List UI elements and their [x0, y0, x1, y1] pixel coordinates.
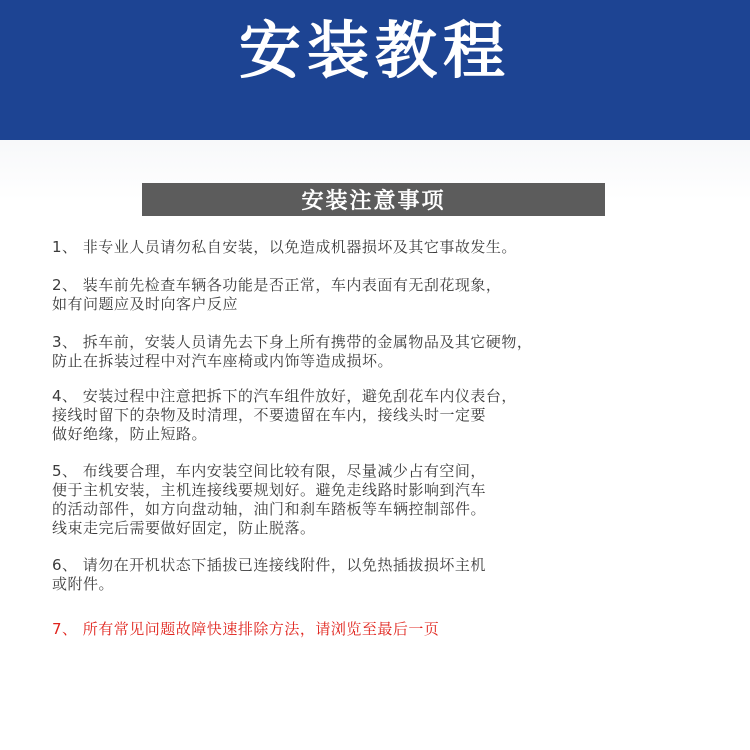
note-item-7	[52, 620, 722, 639]
note-line: 线束走完后需要做好固定，防止脱落。	[52, 519, 316, 537]
note-line: 或附件。	[52, 575, 115, 593]
note-line: 3、 拆车前，安装人员请先去下身上所有携带的金属物品及其它硬物，	[52, 333, 533, 351]
page-title: 安装教程	[238, 13, 511, 87]
note-item-5	[52, 462, 722, 538]
note-item-4	[52, 387, 722, 444]
note-line: 防止在拆装过程中对汽车座椅或内饰等造成损坏。	[52, 352, 394, 370]
header-banner	[0, 0, 750, 140]
note-line: 1、 非专业人员请勿私自安装，以免造成机器损坏及其它事故发生。	[52, 238, 517, 256]
note-line: 5、 布线要合理，车内安装空间比较有限，尽量减少占有空间，	[52, 462, 486, 480]
note-item-2	[52, 276, 722, 314]
note-line: 接线时留下的杂物及时清理，不要遗留在车内，接线头时一定要	[52, 406, 487, 424]
content-area	[0, 140, 750, 750]
section-title: 安装注意事项	[142, 183, 605, 216]
note-line: 2、 装车前先检查车辆各功能是否正常，车内表面有无刮花现象，	[52, 276, 502, 294]
note-line: 便于主机安装，主机连接线要规划好。避免走线路时影响到汽车	[52, 481, 487, 499]
notes-list	[0, 140, 750, 750]
note-line: 如有问题应及时向客户反应	[52, 295, 239, 313]
note-line: 7、 所有常见问题故障快速排除方法，请浏览至最后一页	[52, 620, 440, 638]
note-item-3	[52, 333, 722, 371]
note-line: 的活动部件，如方向盘动轴，油门和刹车踏板等车辆控制部件。	[52, 500, 487, 518]
note-item-1	[52, 238, 722, 257]
note-line: 6、 请勿在开机状态下插拔已连接线附件，以免热插拔损坏主机	[52, 556, 486, 574]
note-item-6	[52, 556, 722, 594]
note-line: 4、 安装过程中注意把拆下的汽车组件放好，避免刮花车内仪表台，	[52, 387, 517, 405]
note-line: 做好绝缘，防止短路。	[52, 425, 208, 443]
